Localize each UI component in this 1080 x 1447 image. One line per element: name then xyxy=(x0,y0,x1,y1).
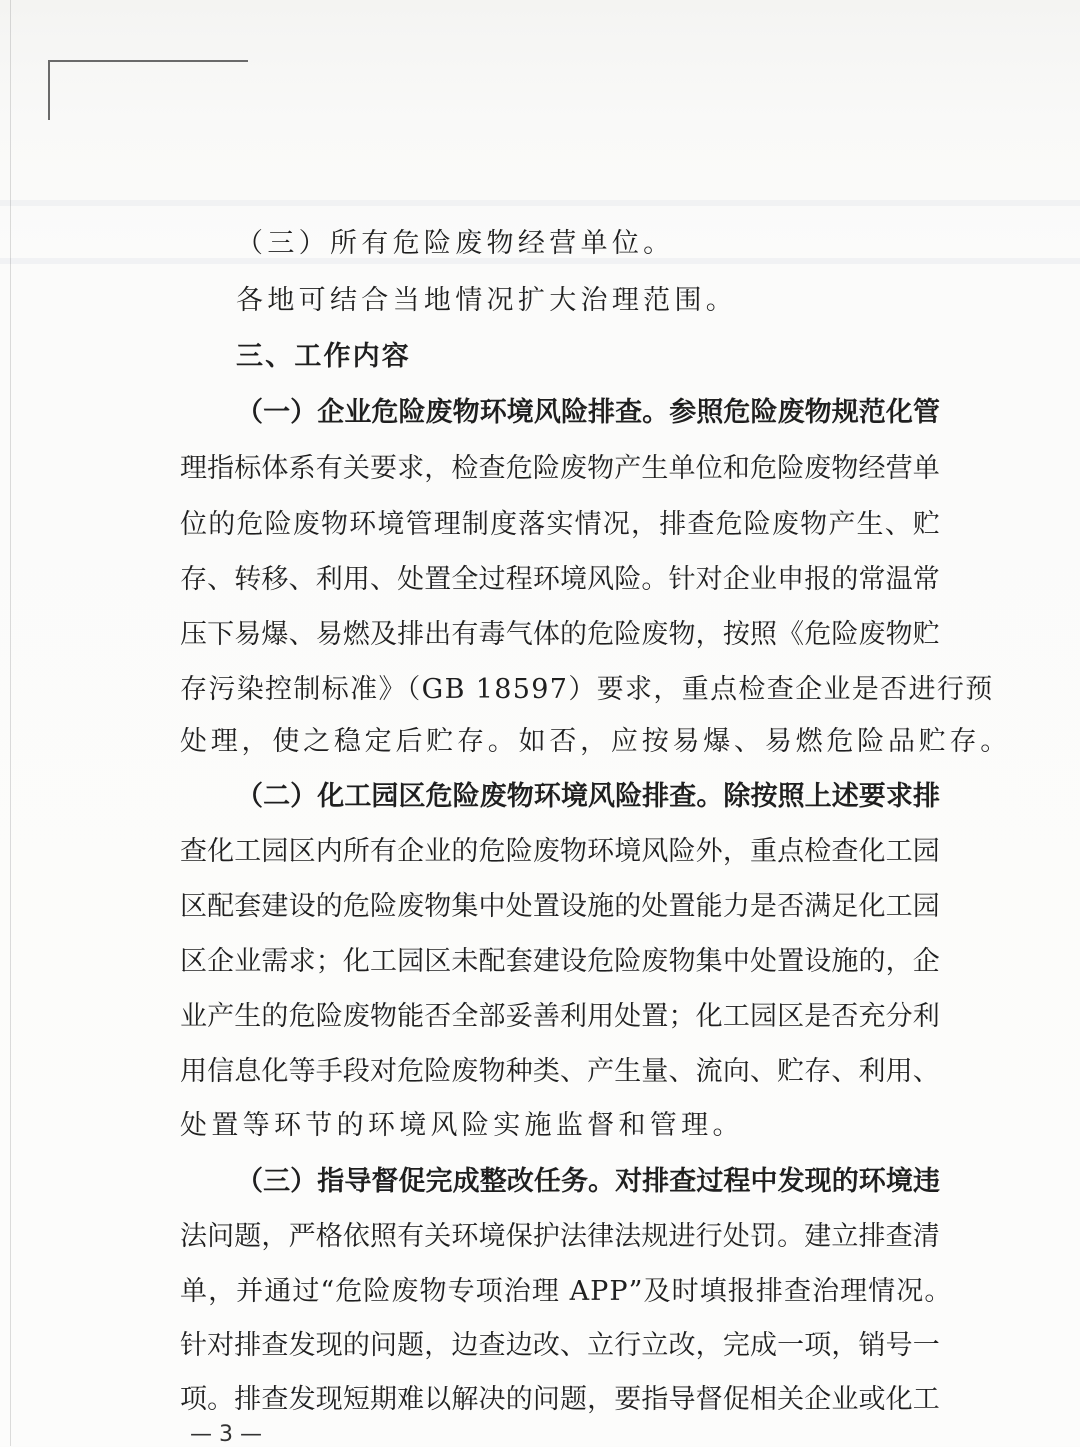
text-line: 压 下 易 爆 、 易 燃 及 排 出 有 毒 气 体 的 危 险 废 物 ， 按 照 《 危 险 废 物 贮 xyxy=(180,619,940,650)
text-line: 处置等环节的环境风险实施监督和管理。 xyxy=(180,1110,744,1141)
text-line: 位 的 危 险 废 物 环 境 管 理 制 度 落 实 情 况 ， 排 查 危 险 废 物 产 生 、 贮 xyxy=(180,509,940,540)
corner-mark xyxy=(48,60,248,62)
text-line: （三）所有危险废物经营单位。 xyxy=(236,228,675,259)
paragraph-first-line: （ 一 ） 企 业 危 险 废 物 环 境 风 险 排 查 。 参 照 危 险 废 物 规 范 化 管 xyxy=(236,397,940,428)
text-line: 存 、 转 移 、 利 用 、 处 置 全 过 程 环 境 风 险 。 针 对 企 业 申 报 的 常 温 常 xyxy=(180,564,940,595)
text-line: 处理，使之稳定后贮存。如否，应按易爆、易燃危险品贮存。 xyxy=(180,726,1012,757)
text-line: 各地可结合当地情况扩大治理范围。 xyxy=(236,285,738,316)
page-edge xyxy=(10,0,11,1446)
text-line: 用 信 息 化 等 手 段 对 危 险 废 物 种 类 、 产 生 量 、 流 向 、 贮 存 、 利 用 、 xyxy=(180,1056,940,1087)
text-line: 业 产 生 的 危 险 废 物 能 否 全 部 妥 善 利 用 处 置 ； 化 工 园 区 是 否 充 分 利 xyxy=(180,1001,940,1032)
paragraph-first-line: （ 三 ） 指 导 督 促 完 成 整 改 任 务 。 对 排 查 过 程 中 发 现 的 环 境 违 xyxy=(236,1166,940,1197)
text-line: 区 企 业 需 求 ； 化 工 园 区 未 配 套 建 设 危 险 废 物 集 中 处 置 设 施 的 ， 企 xyxy=(180,946,940,977)
paragraph-first-line: （ 二 ） 化 工 园 区 危 险 废 物 环 境 风 险 排 查 。 除 按 照 上 述 要 求 排 xyxy=(236,781,940,812)
corner-mark xyxy=(48,60,50,120)
text-line: 查 化 工 园 区 内 所 有 企 业 的 危 险 废 物 环 境 风 险 外 ， 重 点 检 查 化 工 园 xyxy=(180,836,940,867)
text-line: 单，并通过“危险废物专项治理 APP”及时填报排查治理情况。 xyxy=(180,1276,953,1307)
section-heading: 三、工作内容 xyxy=(236,341,411,372)
text-line: 针 对 排 查 发 现 的 问 题 ， 边 查 边 改 、 立 行 立 改 ， 完 成 一 项 ， 销 号 一 xyxy=(180,1330,940,1361)
text-line: 区 配 套 建 设 的 危 险 废 物 集 中 处 置 设 施 的 处 置 能 力 是 否 满 足 化 工 园 xyxy=(180,891,940,922)
text-line: 项 。 排 查 发 现 短 期 难 以 解 决 的 问 题 ， 要 指 导 督 促 相 关 企 业 或 化 工 xyxy=(180,1384,940,1415)
text-line: 存污染控制标准》（GB 18597）要求，重点检查企业是否进行预 xyxy=(180,674,994,705)
text-line: 理 指 标 体 系 有 关 要 求 ， 检 查 危 险 废 物 产 生 单 位 和 危 险 废 物 经 营 单 xyxy=(180,453,940,484)
page-number: — 3 — xyxy=(190,1422,262,1447)
scan-artifact xyxy=(0,200,1080,206)
text-line: 法 问 题 ， 严 格 依 照 有 关 环 境 保 护 法 律 法 规 进 行 处 罚 。 建 立 排 查 清 xyxy=(180,1221,940,1252)
